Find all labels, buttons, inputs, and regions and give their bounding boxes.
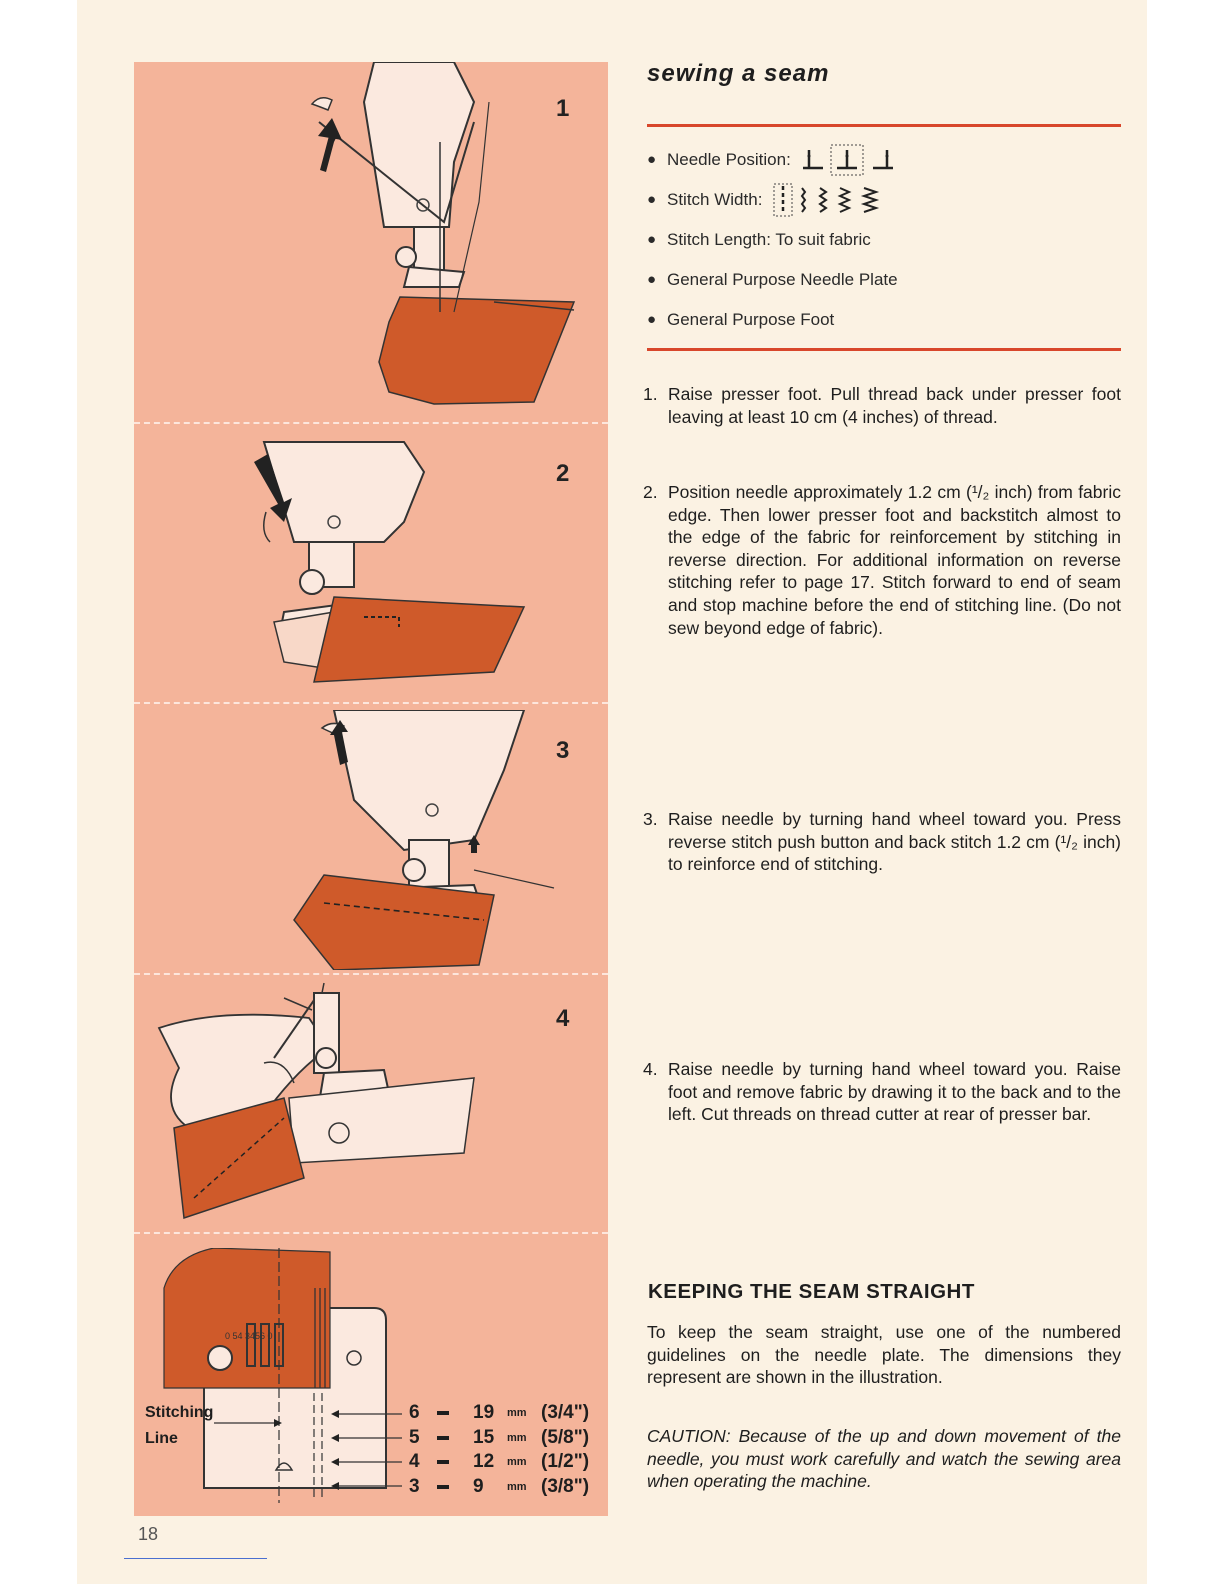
instruction-step-1 bbox=[643, 383, 1121, 428]
step-3-illustration bbox=[134, 710, 608, 970]
footer-line bbox=[124, 1558, 267, 1559]
guideline-unit: mm bbox=[507, 1456, 527, 1469]
step-number: 3. bbox=[643, 809, 658, 829]
bottom-rule bbox=[647, 348, 1121, 351]
guideline-mm: 12 bbox=[473, 1451, 495, 1473]
guideline-mm: 19 bbox=[473, 1402, 495, 1424]
step-number: 1. bbox=[643, 384, 658, 404]
setting-label: Stitch Width: bbox=[667, 190, 763, 209]
page-number: 18 bbox=[138, 1524, 159, 1544]
setting-needle-plate bbox=[647, 260, 1121, 300]
instruction-step-2 bbox=[643, 481, 1121, 639]
guideline-row bbox=[409, 1475, 589, 1500]
section-heading: KEEPING THE SEAM STRAIGHT bbox=[648, 1280, 975, 1303]
step-text: Raise needle by turning hand wheel toward you. Raise foot and remove fabric by drawing it to the back and to the left. Cut threads on thread cutter at rear of presser bar. bbox=[668, 1059, 1121, 1125]
guideline-row bbox=[409, 1401, 589, 1426]
instruction-step-4 bbox=[643, 1058, 1121, 1126]
step-text: Raise presser foot. Pull thread back under presser foot leaving at least 10 cm (4 inches) of thread. bbox=[668, 384, 1121, 427]
guideline-number: 6 bbox=[409, 1402, 420, 1424]
guideline-inch: (3/8") bbox=[541, 1475, 590, 1497]
guideline-unit: mm bbox=[507, 1407, 527, 1420]
stitching-line-label-2: Line bbox=[145, 1430, 178, 1447]
step-text: Position needle approximately 1.2 cm (¹/₂ inch) from fabric edge. Then lower presser foot and backstitch almost to the edge of the fabric for reinforcement by stitching in reverse direction. For additional information on reverse stitching refer to page 17. Stitch forward to end of seam and stop machine before the end of stitching line. (Do not sew beyond edge of fabric). bbox=[668, 482, 1121, 638]
guideline-unit: mm bbox=[507, 1431, 527, 1444]
dashed-separator bbox=[134, 973, 608, 975]
bullet-icon: ● bbox=[647, 311, 657, 328]
guideline-unit: mm bbox=[507, 1480, 527, 1493]
guideline-mm: 15 bbox=[473, 1426, 495, 1448]
dashed-separator bbox=[134, 1232, 608, 1234]
bullet-icon: ● bbox=[647, 151, 657, 168]
bullet-icon: ● bbox=[647, 271, 657, 288]
top-rule bbox=[647, 124, 1121, 127]
guideline-number: 4 bbox=[409, 1451, 420, 1473]
stitch-width-icon bbox=[772, 182, 902, 218]
page-title: sewing a seam bbox=[647, 60, 830, 87]
plate-guide-marks: 0 54 3456 0 bbox=[225, 1331, 273, 1341]
dashed-separator bbox=[134, 422, 608, 424]
dashed-separator bbox=[134, 702, 608, 704]
guideline-row bbox=[409, 1426, 589, 1451]
bullet-icon: ● bbox=[647, 231, 657, 248]
step-number: 2. bbox=[643, 482, 658, 502]
guideline-inch: (5/8") bbox=[541, 1426, 590, 1448]
setting-foot bbox=[647, 300, 1121, 340]
setting-label: Stitch Length: To suit fabric bbox=[667, 230, 871, 249]
setting-label: General Purpose Needle Plate bbox=[667, 270, 898, 289]
setting-needle-position bbox=[647, 140, 1121, 180]
step-1-illustration bbox=[134, 62, 608, 412]
step-2-illustration bbox=[134, 432, 608, 694]
illustration-number-3: 3 bbox=[556, 737, 570, 764]
guideline-table bbox=[409, 1401, 589, 1499]
illustration-number-2: 2 bbox=[556, 460, 570, 487]
setting-stitch-length bbox=[647, 220, 1121, 260]
bullet-icon: ● bbox=[647, 191, 657, 208]
step-4-illustration bbox=[134, 978, 608, 1228]
setting-label: Needle Position: bbox=[667, 150, 791, 169]
section-body: To keep the seam straight, use one of the numbered guidelines on the needle plate. The dimensions they represent are shown in the illustration. bbox=[647, 1322, 1121, 1388]
setting-label: General Purpose Foot bbox=[667, 310, 835, 329]
guideline-inch: (3/4") bbox=[541, 1402, 590, 1424]
stitching-line-label: Stitching bbox=[145, 1404, 214, 1421]
step-number: 4. bbox=[643, 1059, 658, 1079]
illustration-number-1: 1 bbox=[556, 95, 570, 122]
caution-text: CAUTION: Because of the up and down movement of the needle, you must work carefully and watch the sewing area when operating the machine. bbox=[647, 1426, 1121, 1492]
setting-stitch-width bbox=[647, 180, 1121, 220]
illustration-number-4: 4 bbox=[556, 1005, 570, 1032]
guideline-inch: (1/2") bbox=[541, 1451, 590, 1473]
guideline-mm: 9 bbox=[473, 1475, 484, 1497]
step-text: Raise needle by turning hand wheel toward you. Press reverse stitch push button and back stitch 1.2 cm (¹/₂ inch) to reinforce end of stitching. bbox=[668, 809, 1121, 875]
guideline-number: 5 bbox=[409, 1426, 420, 1448]
instruction-step-3 bbox=[643, 808, 1121, 876]
needle-position-icon bbox=[801, 144, 901, 176]
guideline-number: 3 bbox=[409, 1475, 420, 1497]
guideline-row bbox=[409, 1450, 589, 1475]
machine-settings-list bbox=[647, 140, 1121, 340]
